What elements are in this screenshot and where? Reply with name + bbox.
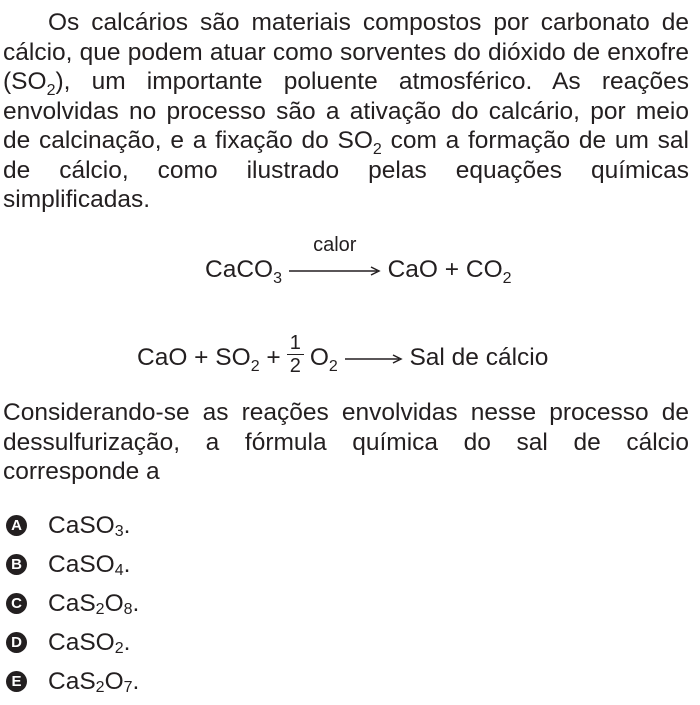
option-d-end: .	[123, 628, 131, 656]
intro-sub-1: 2	[46, 82, 56, 99]
intro-text-2: ), um importante poluente atmosférico. As reações envolvidas no processo são a ativação do calcário, por meio de calcinação, e a fixação do SO	[3, 68, 689, 154]
eq2-frac-num: 1	[287, 332, 304, 355]
question-stem: Considerando-se as reações envolvidas nesse processo de dessulfurização, a fórmula química do sal de cálcio corresponde a	[3, 399, 689, 485]
eq1-reactant-sub: 3	[273, 270, 282, 287]
option-a[interactable]: A CaSO 3 .	[6, 506, 139, 545]
eq1-products-sub: 2	[502, 270, 512, 287]
eq2-arrow	[345, 344, 403, 372]
intro-paragraph	[3, 8, 689, 215]
option-b-t1: CaSO	[48, 550, 115, 578]
option-b-letter-icon: B	[6, 554, 27, 575]
eq2-product: Sal de cálcio	[409, 343, 549, 371]
eq1-products: CaO + CO	[387, 256, 503, 283]
reaction-arrow-icon	[345, 353, 403, 365]
option-e[interactable]: E CaS 2 O 7 .	[6, 662, 139, 701]
equation-fixation	[137, 332, 549, 381]
option-b[interactable]: B CaSO 4 .	[6, 545, 139, 584]
eq2-part1: CaO + SO	[137, 343, 251, 371]
option-c-end: .	[132, 589, 140, 617]
eq2-o2-sub: 2	[328, 357, 338, 375]
option-c-t2: O	[104, 589, 124, 617]
option-b-end: .	[123, 550, 131, 578]
eq1-arrow-label: calor	[313, 234, 357, 256]
option-d[interactable]: D CaSO 2 .	[6, 623, 139, 662]
intro-sub-2: 2	[372, 141, 382, 158]
option-a-end: .	[123, 511, 131, 539]
intro-text-1: Os calcários são materiais compostos por carbonato de cálcio, que podem atuar como sorventes do dióxido de enxofre (SO	[3, 9, 689, 95]
eq2-part1-sub: 2	[250, 357, 260, 375]
option-d-letter-icon: D	[6, 632, 27, 653]
option-c-t1: CaS	[48, 589, 96, 617]
option-c[interactable]: C CaS 2 O 8 .	[6, 584, 139, 623]
reaction-arrow-icon	[289, 265, 381, 277]
option-e-t1: CaS	[48, 667, 96, 695]
eq2-plus: +	[266, 343, 281, 371]
eq2-frac-den: 2	[289, 355, 301, 377]
option-e-end: .	[132, 667, 140, 695]
option-a-t1: CaSO	[48, 511, 115, 539]
eq1-arrow	[289, 234, 381, 284]
eq2-o2: O	[309, 343, 329, 371]
intro-text-3: com a formação de um sal de cálcio, como ilustrado pelas equações químicas simplificadas.	[3, 127, 689, 213]
option-c-letter-icon: C	[6, 593, 27, 614]
option-e-letter-icon: E	[6, 671, 27, 692]
option-e-t2: O	[104, 667, 124, 695]
answer-options	[6, 506, 139, 701]
eq2-fraction	[287, 332, 304, 377]
eq1-reactant: CaCO	[205, 256, 274, 283]
equation-calcination	[205, 234, 512, 287]
option-a-letter-icon: A	[6, 515, 27, 536]
option-d-t1: CaSO	[48, 628, 115, 656]
